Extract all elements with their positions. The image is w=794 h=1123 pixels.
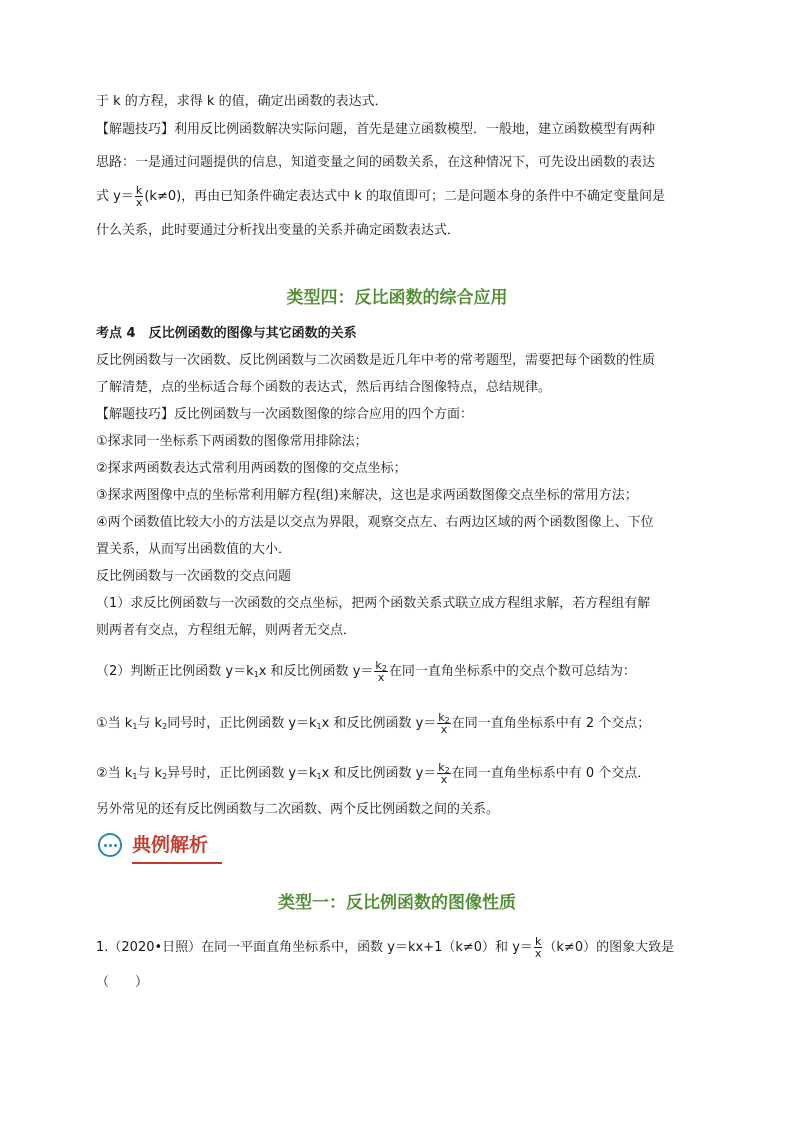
list-item: ③探求两图像中点的坐标常利用解方程(组)来解决，这也是求两函数图像交点坐标的常用方法； <box>96 488 638 503</box>
fraction <box>437 712 450 735</box>
text-run: 与 k <box>137 766 163 781</box>
subscript: 1 <box>132 772 138 781</box>
text-run: 异号时，正比例函数 y＝k <box>167 766 317 781</box>
ellipsis-circle-icon <box>98 833 122 857</box>
text-run: 与 k <box>137 716 163 731</box>
text-run: x 和反比例函数 y＝ <box>258 664 374 679</box>
list-item: ④两个函数值比较大小的方法是以交点为界限，观察交点左、右两边区域的两个函数图像上、下位 <box>96 515 654 530</box>
text-run: k <box>375 659 382 672</box>
text-line: 反比例函数与一次函数的交点问题 <box>96 569 292 584</box>
subscript: 1 <box>316 722 322 731</box>
section-banner <box>98 831 228 865</box>
subscript: 1 <box>316 772 322 781</box>
denominator: x <box>135 196 143 209</box>
list-item: 置关系，从而写出函数值的大小． <box>96 542 292 557</box>
text-line: 什么关系，此时要通过分析找出变量的关系并确定函数表达式． <box>96 223 461 238</box>
section-heading: 类型一：反比例函数的图像性质 <box>278 893 516 913</box>
fraction <box>374 660 387 683</box>
subscript: 2 <box>444 716 450 725</box>
text-run: (k≠0)，再由已知条件确定表达式中 k 的取值即可；二是问题本身的条件中不确定变量间是 <box>144 189 665 204</box>
section-underline <box>132 862 222 864</box>
text-run: x 和反比例函数 y＝ <box>321 716 437 731</box>
numerator: k <box>534 935 542 948</box>
subscript: 1 <box>132 722 138 731</box>
text-line: 【解题技巧】利用反比例函数解决实际问题，首先是建立函数模型．一般地，建立函数模型有两种 <box>96 122 656 137</box>
text-line: （1）求反比例函数与一次函数的交点坐标，把两个函数关系式联立成方程组求解，若方程组有解 <box>96 596 651 611</box>
text-run: ②当 k <box>96 766 133 781</box>
question-line <box>96 935 698 960</box>
denominator: x <box>440 773 448 786</box>
answer-blank: （ ） <box>96 975 149 990</box>
text-run: （k≠0）的图象大致是 <box>543 940 675 955</box>
text-line: 则两者有交点，方程组无解，则两者无交点． <box>96 623 357 638</box>
text-line <box>96 184 698 209</box>
section-title: 典例解析 <box>132 834 209 856</box>
subscript: 2 <box>162 722 168 731</box>
text-line: 思路：一是通过问题提供的信息，知道变量之间的函数关系，在这种情况下，可先设出函数的表达 <box>96 155 656 170</box>
text-line: 于 k 的方程，求得 k 的值，确定出函数的表达式． <box>96 94 388 109</box>
text-run: 式 y＝ <box>96 189 134 204</box>
text-line <box>96 659 698 684</box>
text-run: （2）判断正比例函数 y＝k <box>96 664 254 679</box>
subscript: 2 <box>162 772 168 781</box>
text-run: 在同一直角坐标系中有 0 个交点． <box>451 766 651 781</box>
text-run: x 和反比例函数 y＝ <box>321 766 437 781</box>
text-run: ①当 k <box>96 716 133 731</box>
subscript: 2 <box>444 766 450 775</box>
fraction <box>534 936 543 959</box>
numerator: k <box>135 184 143 197</box>
text-run: k <box>438 761 445 774</box>
denominator: x <box>440 723 448 736</box>
text-run: 1.（2020•日照）在同一平面直角坐标系中，函数 y＝kx+1（k≠0）和 y＝ <box>96 940 533 955</box>
text-run: k <box>438 711 445 724</box>
list-item: ②探求两函数表达式常利用两函数的图像的交点坐标； <box>96 461 407 476</box>
text-line <box>96 711 698 736</box>
text-run: 在同一直角坐标系中的交点个数可总结为： <box>388 664 636 679</box>
text-run: 在同一直角坐标系中有 2 个交点； <box>451 716 651 731</box>
text-line: 了解清楚，点的坐标适合每个函数的表达式，然后再结合图像特点，总结规律。 <box>96 380 552 395</box>
fraction <box>437 762 450 785</box>
text-line: 【解题技巧】反比例函数与一次函数图像的综合应用的四个方面： <box>96 407 474 422</box>
text-run: 同号时，正比例函数 y＝k <box>167 716 317 731</box>
subscript: 1 <box>253 670 259 679</box>
section-heading: 类型四：反比函数的综合应用 <box>286 288 508 308</box>
denominator: x <box>534 947 542 960</box>
text-line: 反比例函数与一次函数、反比例函数与二次函数是近几年中考的常考题型，需要把每个函数的性质 <box>96 353 656 368</box>
kaodian-title: 考点 4 反比例函数的图像与其它函数的关系 <box>96 326 357 341</box>
denominator: x <box>377 671 385 684</box>
list-item: ①探求同一坐标系下两函数的图像常用排除法； <box>96 434 368 449</box>
fraction <box>135 185 144 208</box>
text-line: 另外常见的还有反比例函数与二次函数、两个反比例函数之间的关系。 <box>96 802 500 817</box>
subscript: 2 <box>381 664 387 673</box>
text-line <box>96 761 698 786</box>
